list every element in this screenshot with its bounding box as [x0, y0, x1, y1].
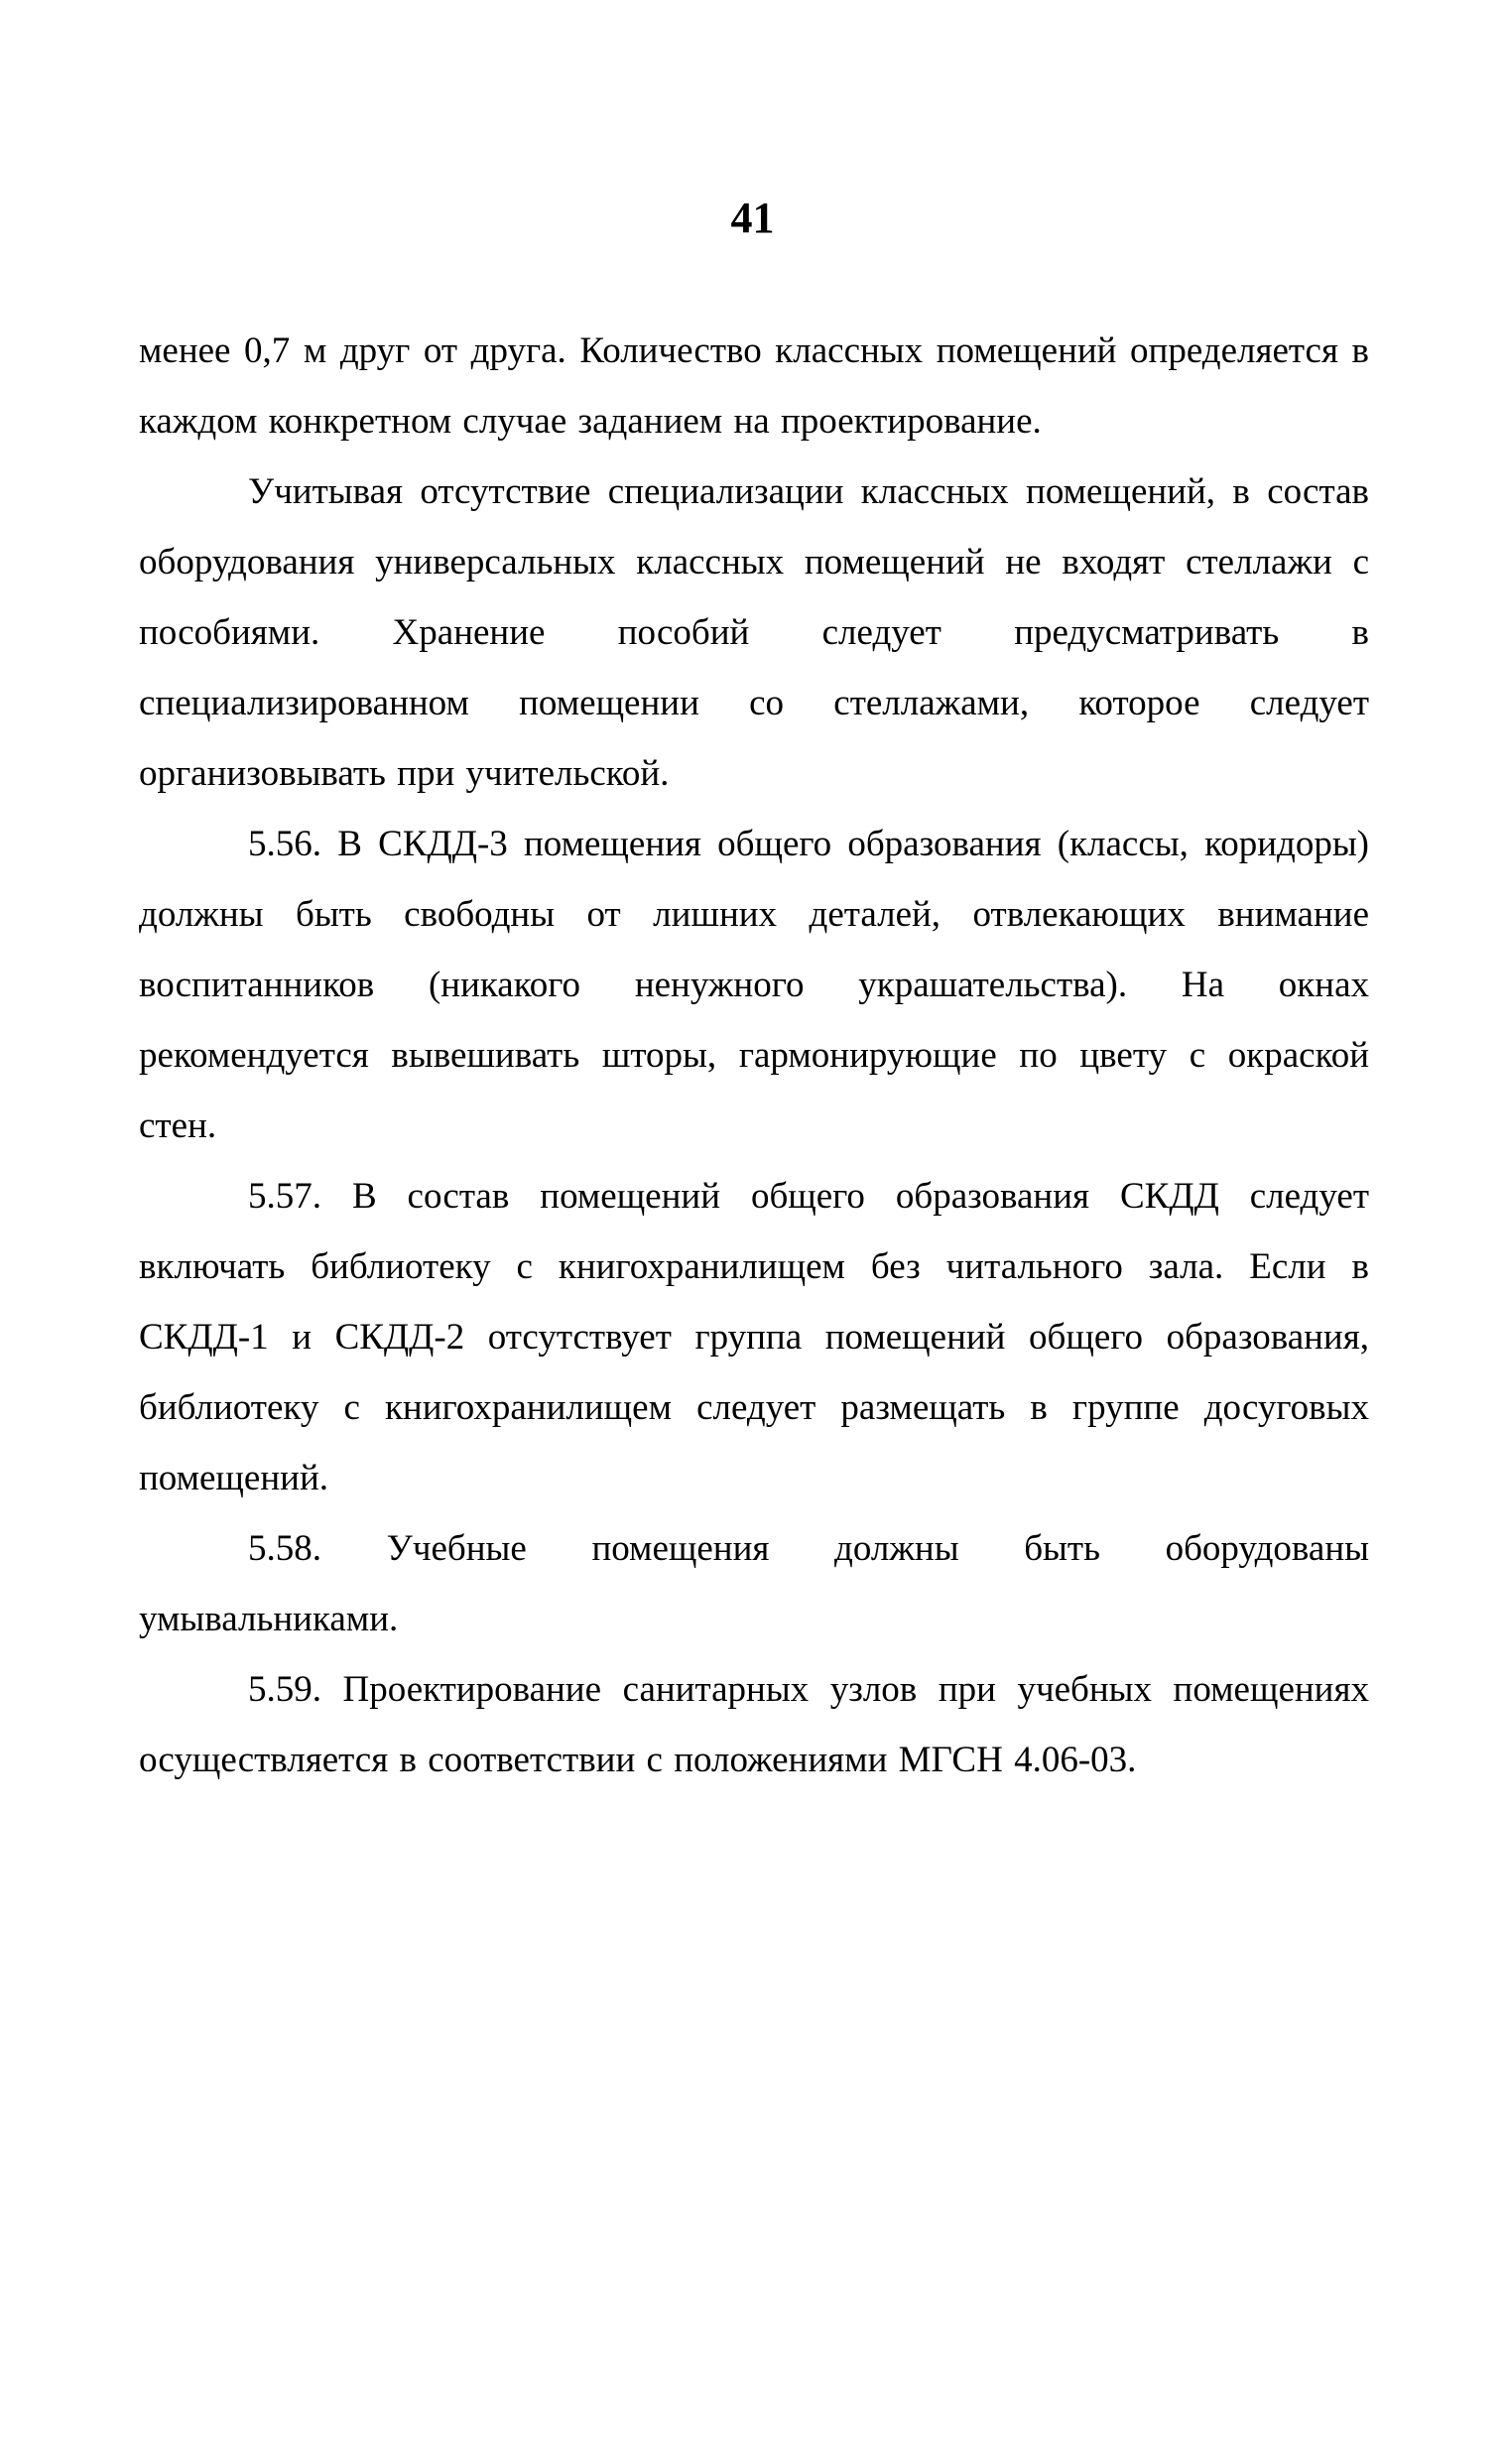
paragraph-text: В состав помещений общего образования СКДД следует включать библиотеку с книгохранилищем без читального зала. Если в СКДД-1 и СКДД-2 отсутствует группа помещений общего образования, библиотеку с книгохранилищем следует размещать в группе досуговых помещений.: [139, 1176, 1369, 1498]
paragraph-text: Проектирование санитарных узлов при учебных помещениях осуществляется в соответствии с положениями МГСН 4.06-03.: [139, 1669, 1369, 1780]
paragraph-storage-note: [139, 456, 1369, 809]
text-body: [139, 316, 1369, 1795]
paragraph-number: 5.56.: [248, 824, 321, 864]
paragraph-number: 5.59.: [248, 1669, 321, 1710]
paragraph-text: менее 0,7 м друг от друга. Количество классных помещений определяется в каждом конкретном случае заданием на проектирование.: [139, 330, 1369, 442]
paragraph-number: 5.57.: [248, 1176, 321, 1217]
paragraph-5-57: [139, 1161, 1369, 1513]
paragraph-5-58: [139, 1513, 1369, 1654]
paragraph-5-56: [139, 809, 1369, 1161]
paragraph-5-59: [139, 1654, 1369, 1795]
paragraph-text: В СКДД-3 помещения общего образования (классы, коридоры) должны быть свободны от лишних деталей, отвлекающих внимание воспитанников (никакого ненужного украшательства). На окнах рекомендуется вывешивать шторы, гармонирующие по цвету с окраской стен.: [139, 824, 1369, 1146]
paragraph-text: Учитывая отсутствие специализации классных помещений, в состав оборудования универсальных классных помещений не входят стеллажи с пособиями. Хранение пособий следует предусматривать в специализированном помещении со стеллажами, которое следует организовывать при учительской.: [139, 471, 1369, 794]
paragraph-text: Учебные помещения должны быть оборудованы умывальниками.: [139, 1528, 1369, 1639]
page-number: 41: [730, 194, 775, 242]
paragraph-continuation: [139, 316, 1369, 456]
paragraph-number: 5.58.: [248, 1528, 321, 1569]
